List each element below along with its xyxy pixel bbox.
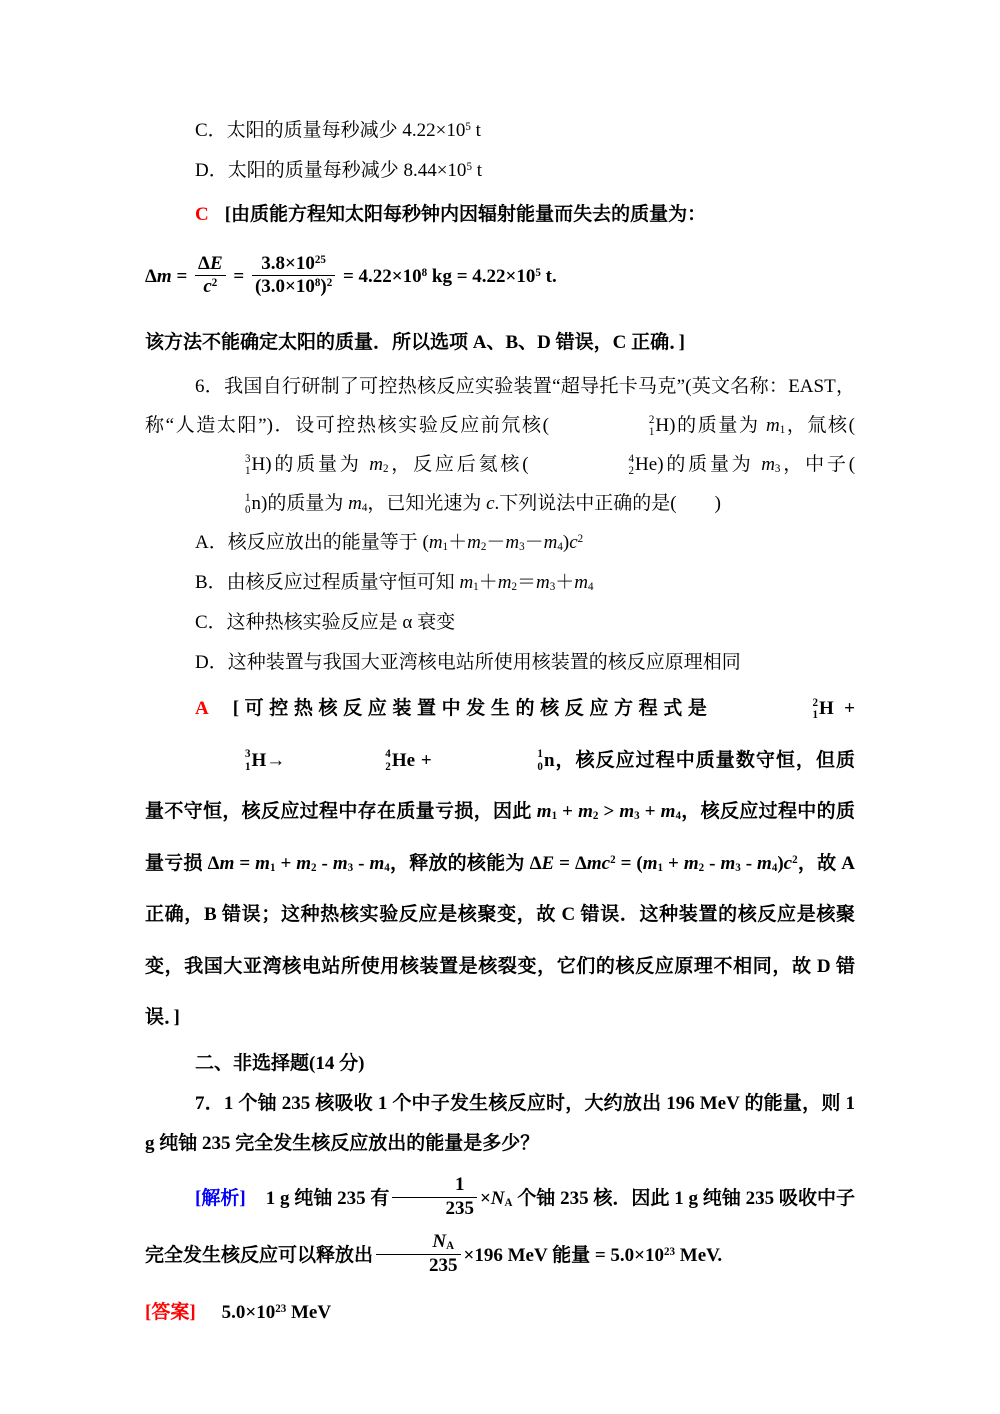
nuclide-notation: 4 2 He: [385, 748, 416, 773]
nuclide-notation: 2 1 H: [812, 696, 834, 722]
nuclide-notation: 3 1 H: [245, 748, 267, 773]
section-2-heading: 二、非选择题(14 分): [195, 1052, 365, 1074]
nuclide-notation: 4 2 He: [628, 452, 658, 478]
fraction: $\frac{N_A}{235}$: [376, 1231, 461, 1277]
q5-option-c: C．太阳的质量每秒减少 $4.22\times 10^5$ t: [195, 120, 481, 141]
q6-answer-explanation: [145, 683, 855, 1044]
q6-option-d: D．这种装置与我国大亚湾核电站所使用核装置的核反应原理相同: [195, 652, 741, 673]
q5-answer-close: 该方法不能确定太阳的质量．所以选项 A、B、D 错误，C 正确．]: [145, 332, 685, 353]
answer-label: [答案]: [145, 1301, 196, 1323]
q7-analysis: [145, 1170, 855, 1284]
q6-option-c: C．这种热核实验反应是 α 衰变: [195, 612, 456, 633]
q5-mass-energy-formula: Δm = $\frac{\Delta E}{c^2}$ = $\frac{3.8\times 10^{25}}{(3.0\times 10^8)^2}$ = $4.22\times 10^8$ kg = $4.22\times 10^5$ t.: [145, 252, 557, 298]
nuclide-notation: 1 0 n: [245, 491, 262, 517]
q6-option-b: B．由核反应过程质量守恒可知 $m_1+m_2=m_3+m_4$: [195, 572, 594, 594]
q6-answer-marker: A: [195, 698, 209, 719]
q7-answer-value: $5.0\times 10^{23}$ MeV: [221, 1301, 332, 1323]
q5-answer-line: [145, 195, 855, 235]
fraction: $\frac{3.8\times 10^{25}}{(3.0\times 10^8)^2}$: [252, 253, 335, 299]
q5-option-d: D．太阳的质量每秒减少 $8.44\times 10^5$ t: [195, 160, 482, 181]
nuclide-notation: 1 0 n: [537, 748, 555, 773]
q6-option-a: A．核反应放出的能量等于 $(m_1+m_2-m_3-m_4)c^2$: [195, 532, 584, 554]
q6-stem: 6．我国自行研制了可控热核反应实验装置“超导托卡马克”(英文名称：EAST，称“人造太阳”)．设可控热核实验反应前氘核( 2 1 H)的质量为 $m_1$，氚核( 3 1 H)的质量为 $m_2$，反应后氦核( 4 2 He)的质量为 $m_3$，中子( 1 0 n)的质量为 $m_4$，已知光速为 c.下列说法中正确的是( ): [145, 367, 855, 523]
q6-explanation-text: [可控热核反应装置中发生的核反应方程式是 2 1 H + 3 1 H→ 4 2 He + 1 0 n，核反应过程中质量数守恒，但质量不守恒，核反应过程中存在质量亏损，因此 $m_1 + m_2 > m_3 + m_4$，核反应过程中的质量亏损 $\Delta m = m_1 + m_2 - m_3 - m_4$，释放的核能为 $\Delta E = \Delta mc^2 = (m_1 + m_2 - m_3 - m_4)c^2$，故 A 正确，B 错误；这种热核实验反应是核聚变，故 C 错误．这种装置的核反应是核聚变，我国大亚湾核电站所使用核装置是核裂变，它们的核反应原理不相同，故 D 错误．]: [145, 698, 855, 1028]
analysis-label: [解析]: [195, 1187, 246, 1209]
nuclide-notation: 2 1 H: [648, 413, 670, 439]
fraction: $\frac{1}{235}$: [392, 1174, 477, 1220]
q7-answer-line: [145, 1293, 855, 1333]
nuclide-notation: 3 1 H: [245, 452, 266, 478]
q7-analysis-text: 1 g 纯铀 235 有 $\frac{1}{235}$ $\times N_A$ 个铀 235 核．因此 1 g 纯铀 235 吸收中子完全发生核反应可以释放出 $\frac{N_A}{235}$ ×196 MeV 能量 = $5.0\times 10^{23}$ MeV.: [145, 1174, 855, 1276]
q5-answer-marker: C: [195, 204, 209, 225]
fraction: $\frac{\Delta E}{c^2}$: [195, 253, 226, 299]
q7-stem: 7．1 个铀 235 核吸收 1 个中子发生核反应时，大约放出 196 MeV 的能量，则 1 g 纯铀 235 完全发生核反应放出的能量是多少？: [145, 1092, 855, 1154]
q5-answer-intro: [由质能方程知太阳每秒钟内因辐射能量而失去的质量为：: [224, 204, 707, 225]
